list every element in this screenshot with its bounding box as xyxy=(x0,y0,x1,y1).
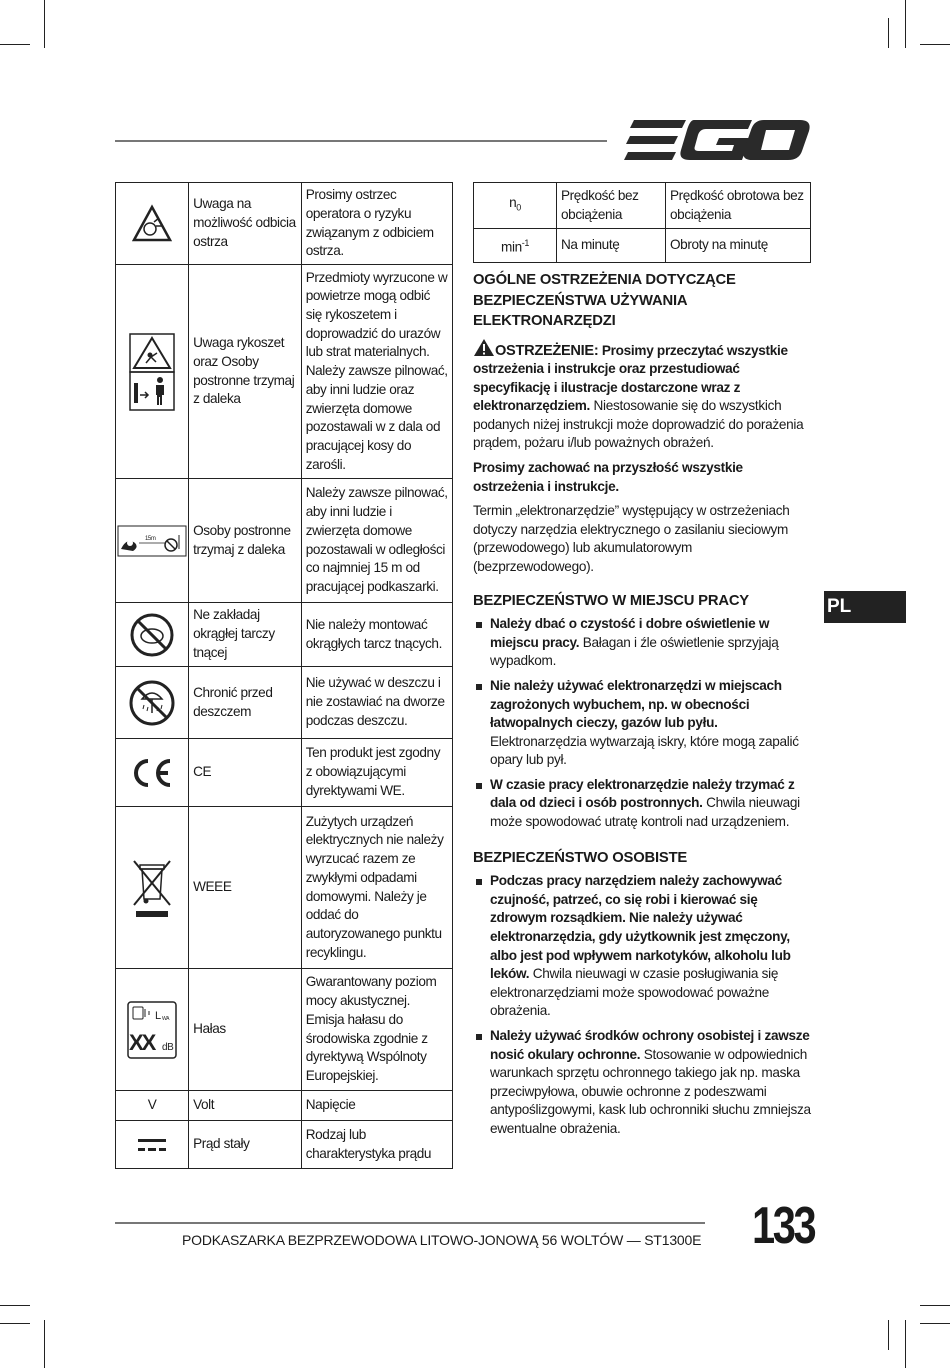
keep-distance-15m-icon xyxy=(117,525,187,557)
symbol-cell: $\min^{-1}$ xyxy=(474,229,557,263)
symbol-description: Nie należy montować okrągłych tarcz tnących. xyxy=(301,603,452,667)
symbol-name: Hałas xyxy=(189,969,302,1091)
keep-instructions: Prosimy zachować na przyszłość wszystkie ostrzeżenia i instrukcje. xyxy=(473,460,743,494)
symbol-name: Uwaga na możliwość odbicia ostrza xyxy=(189,183,302,265)
crop-mark xyxy=(44,0,45,48)
term-definition: Termin „elektronarzędzie” występujący w ostrzeżeniach dotyczy narzędzia elektrycznego o zasilaniu sieciowym (przewodowego) lub akumulatorowym (bezprzewodowego). xyxy=(473,503,790,575)
symbol-description: Należy zawsze pilnować, aby inni ludzie i zwierzęta domowe pozostawali w odległości co najmniej 15 m od pracującej podkaszarki. xyxy=(301,479,452,603)
svg-text:XX: XX xyxy=(129,1029,155,1055)
table-row xyxy=(116,667,453,739)
footer-title: PODKASZARKA BEZPRZEWODOWA LITOWO-JONOWĄ 56 WOLTÓW — ST1300E xyxy=(182,1232,702,1248)
warning-paragraph: OSTRZEŻENIE: Prosimy przeczytać wszystkie ostrzeżenia i instrukcje oraz przestudiować specyfikację i ilustracje dostarczone wraz z elektronarzędziem. Niestosowanie się do wszystkich podanych niżej instrukcji może doprowadzić do porażenia prądem, pożaru i/lub poważnych obrażeń. xyxy=(473,338,813,454)
warning-triangle-icon xyxy=(473,338,495,357)
ego-logo xyxy=(624,120,810,162)
crop-mark xyxy=(888,1320,889,1350)
table-row xyxy=(116,739,453,807)
safety-text-column xyxy=(473,270,813,1144)
symbol-description: Gwarantowany poziom mocy akustycznej. Emisja hałasu do środowiska zgodnie z dyrektywą Wspólnoty Europejskiej. xyxy=(301,969,452,1091)
svg-text:dB: dB xyxy=(162,1041,174,1053)
crop-mark xyxy=(905,1320,906,1368)
work-area-heading: BEZPIECZEŃSTWO W MIEJSCU PRACY xyxy=(473,592,749,609)
crop-mark xyxy=(920,1305,950,1306)
symbol-description: Przedmioty wyrzucone w powietrze mogą odbić się rykoszetem i doprowadzić do urazów lub strat materialnych. Należy zawsze pilnować, aby inni ludzie oraz zwierzęta domowe pozostawali w z dala od pracującej kosy do zarośli. xyxy=(301,265,452,479)
symbol-description: Prosimy ostrzec operatora o ryzyku związanym z odbiciem ostrza. xyxy=(301,183,452,265)
table-row xyxy=(116,807,453,969)
table-row xyxy=(116,265,453,479)
footer-rule xyxy=(115,1222,705,1224)
noise-level-icon xyxy=(127,1001,177,1059)
personal-heading: BEZPIECZEŃSTWO OSOBISTE xyxy=(473,849,688,866)
symbol-name: CE xyxy=(189,739,302,807)
symbol-name: Osoby postronne trzymaj z daleka xyxy=(189,479,302,603)
symbol-description: Obroty na minutę xyxy=(666,229,811,263)
no-circular-blade-icon xyxy=(129,612,175,658)
distance-label: 15m xyxy=(145,535,156,542)
symbol-name: Na minutę xyxy=(557,229,666,263)
symbol-description: Zużytych urządzeń elektrycznych nie należy wyrzucać razem ze zwykłymi odpadami domowymi. Należy je oddać do autoryzowanego punktu recyklingu. xyxy=(301,807,452,969)
symbol-description: Prędkość obrotowa bez obciążenia xyxy=(666,183,811,229)
svg-text:L: L xyxy=(155,1009,161,1022)
no-rain-icon xyxy=(128,679,176,727)
symbol-name: Prędkość bez obciążenia xyxy=(557,183,666,229)
page-number: 133 xyxy=(752,1197,815,1255)
symbol-name: Chronić przed deszczem xyxy=(189,667,302,739)
personal-list xyxy=(473,872,813,1138)
ricochet-bystanders-icon xyxy=(129,333,175,411)
speed-table xyxy=(473,182,811,263)
list-item: Należy używać środków ochrony osobistej i zawsze nosić okulary ochronne. Stosowanie w odpowiednich warunkach sprzętu ochronnego takiego jak np. maska przeciwpyłowa, obuwie ochronne z podeszwami antypoślizgowymi, kask lub ochronniki słuchu zmniejsza ewentualne obrażenia. xyxy=(473,1027,813,1139)
list-item: Należy dbać o czystość i dobre oświetlenie w miejscu pracy. Bałagan i źle oświetlenie sprzyjają wypadkom. xyxy=(473,615,813,671)
symbol-name: WEEE xyxy=(189,807,302,969)
header-rule xyxy=(115,140,607,142)
crop-mark xyxy=(0,1305,30,1306)
crop-mark xyxy=(44,1320,45,1368)
list-item: Nie należy używać elektronarzędzi w miejscach zagrożonych wybuchem, np. w obecności łatwopalnych cieczy, gazów lub pyłu. Elektronarzędzia wytwarzają iskry, które mogą zapalić opary lub pył. xyxy=(473,677,813,770)
table-row xyxy=(116,1091,453,1121)
crop-mark xyxy=(0,44,30,45)
general-heading: OGÓLNE OSTRZEŻENIA DOTYCZĄCE BEZPIECZEŃSTWA UŻYWANIA ELEKTRONARZĘDZI xyxy=(473,272,736,329)
symbol-description: Nie używać w deszczu i nie zostawiać na dworze podczas deszczu. xyxy=(301,667,452,739)
table-row xyxy=(116,603,453,667)
svg-text:WA: WA xyxy=(162,1015,170,1022)
table-row xyxy=(116,479,453,603)
symbol-name: Ne zakładaj okrągłej tarczy tnącej xyxy=(189,603,302,667)
crop-mark xyxy=(888,18,889,48)
weee-bin-icon xyxy=(130,857,174,919)
symbol-description: Rodzaj lub charakterystyka prądu xyxy=(301,1121,452,1169)
ce-mark-icon xyxy=(130,757,174,789)
crop-mark xyxy=(920,44,950,45)
list-item: W czasie pracy elektronarzędzie należy trzymać z dala od dzieci i osób postronnych. Chwila nieuwagi może spowodować utratę kontroli nad urządzeniem. xyxy=(473,776,813,832)
crop-mark xyxy=(920,1323,950,1324)
symbol-cell: $n_0$ xyxy=(474,183,557,229)
table-row xyxy=(474,183,811,229)
svg-text:EGO: EGO xyxy=(624,120,627,121)
symbol-description: Napięcie xyxy=(301,1091,452,1121)
crop-mark xyxy=(905,0,906,48)
symbols-table xyxy=(115,182,453,1169)
symbol-name: Prąd stały xyxy=(189,1121,302,1169)
symbol-name: Volt xyxy=(189,1091,302,1121)
language-tab: PL xyxy=(824,591,906,623)
symbol-name: Uwaga rykoszet oraz Osoby postronne trzymaj z daleka xyxy=(189,265,302,479)
table-row xyxy=(116,969,453,1091)
kickback-warning-icon xyxy=(132,204,172,244)
table-row xyxy=(116,1121,453,1169)
symbol-description: Ten produkt jest zgodny z obowiązującymi dyrektywami WE. xyxy=(301,739,452,807)
direct-current-icon xyxy=(137,1137,167,1153)
list-item: Podczas pracy narzędziem należy zachowywać czujność, patrzeć, co się robi i kierować się zdrowym rozsądkiem. Nie należy używać elektronarzędzia, gdy użytkownik jest zmęczony, albo jest pod wpływem narkotyków, alkoholu lub leków. Chwila nieuwagi w czasie posługiwania się elektronarzędziami może spowodować poważne obrażenia. xyxy=(473,872,813,1021)
work-area-list xyxy=(473,615,813,832)
table-row xyxy=(116,183,453,265)
volt-symbol: V xyxy=(116,1091,189,1121)
table-row xyxy=(474,229,811,263)
crop-mark xyxy=(0,1323,30,1324)
